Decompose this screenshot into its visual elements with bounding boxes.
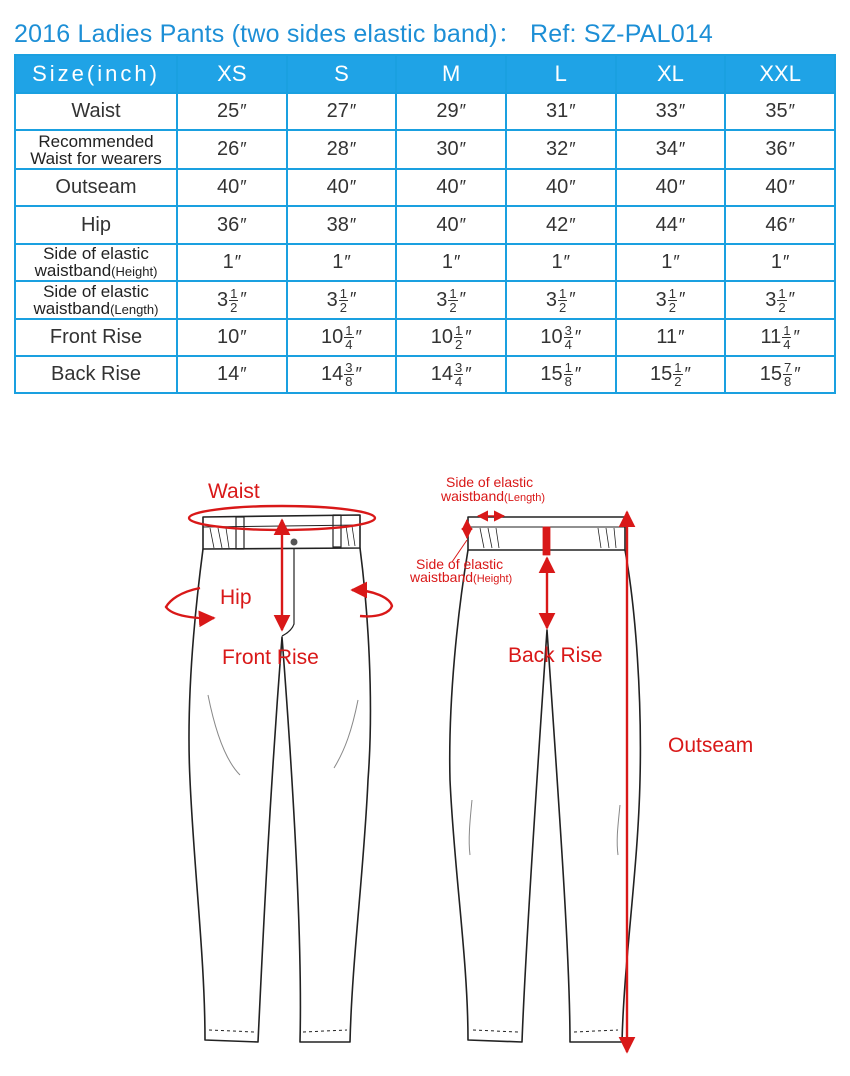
table-cell	[506, 93, 616, 130]
cell-value: 40″	[326, 176, 357, 198]
fraction: $\frac{1}{2}$	[559, 285, 567, 315]
table-row	[15, 93, 835, 130]
table-cell	[616, 93, 726, 130]
cell-value: 27″	[326, 100, 357, 122]
table-cell	[177, 93, 287, 130]
table-row	[15, 281, 835, 319]
fraction: $\frac{1}{4}$	[783, 323, 791, 352]
table-cell	[506, 206, 616, 244]
row-label-recommended-waist	[15, 130, 177, 169]
table-cell	[616, 130, 726, 169]
cell-value: 38″	[326, 213, 357, 236]
table-row	[15, 169, 835, 206]
fraction: $\frac{1}{2}$	[674, 360, 682, 389]
row-label-line2: waistband	[33, 298, 111, 318]
cell-value: 3 $\frac{1}{2}$ ″	[765, 285, 795, 315]
cell-value: 10 $\frac{1}{4}$ ″	[321, 323, 362, 352]
table-cell	[396, 130, 506, 169]
table-cell	[506, 130, 616, 169]
row-label-line	[16, 300, 176, 318]
table-cell	[616, 206, 726, 244]
table-cell	[396, 281, 506, 319]
hip-label: Hip	[220, 586, 252, 609]
table-cell	[616, 281, 726, 319]
size-xl-header: XL	[616, 55, 726, 93]
table-cell	[725, 319, 835, 356]
fraction: $\frac{7}{8}$	[783, 360, 792, 389]
table-cell	[287, 319, 397, 356]
cell-value: 11 $\frac{1}{4}$ ″	[760, 323, 800, 352]
elastic-height-label-sub: (Height)	[473, 573, 513, 585]
table-cell	[725, 281, 835, 319]
table-cell	[616, 356, 726, 393]
cell-value: 1″	[332, 251, 351, 273]
row-label-line	[16, 262, 176, 280]
fraction: $\frac{1}{2}$	[339, 285, 347, 315]
size-s-header: S	[287, 55, 397, 93]
back-rise-label: Back Rise	[508, 644, 603, 667]
cell-value: 26″	[217, 138, 247, 160]
table-cell	[506, 169, 616, 206]
fraction: $\frac{1}{8}$	[564, 360, 572, 389]
cell-value: 10 $\frac{1}{2}$ ″	[430, 323, 472, 352]
header-row	[15, 55, 835, 93]
cell-value: 3 $\frac{1}{2}$ ″	[545, 285, 576, 315]
cell-value: 11″	[656, 326, 685, 348]
cell-value: 14 $\frac{3}{8}$ ″	[321, 360, 362, 389]
cell-value: 35″	[765, 100, 795, 122]
table-cell	[396, 206, 506, 244]
hip-arrow-left	[166, 588, 214, 618]
row-label-waist: Waist	[15, 93, 177, 130]
front-pants-drawing	[189, 515, 370, 1042]
row-label-sub: (Length)	[110, 301, 159, 317]
table-cell	[506, 356, 616, 393]
cell-value: 1″	[770, 251, 790, 273]
table-cell	[287, 281, 397, 319]
size-xxl-header: XXL	[725, 55, 835, 93]
row-label-elastic-length	[15, 281, 177, 319]
table-cell	[177, 356, 287, 393]
cell-value: 15 $\frac{7}{8}$ ″	[759, 360, 801, 389]
table-cell	[287, 244, 397, 281]
table-cell	[616, 319, 726, 356]
table-cell	[396, 356, 506, 393]
row-label-sub: (Height)	[111, 264, 158, 279]
row-label-front-rise: Front Rise	[15, 319, 177, 356]
table-cell	[177, 281, 287, 319]
table-cell	[287, 169, 397, 206]
cell-value: 1″	[551, 251, 571, 273]
table-cell	[725, 169, 835, 206]
cell-value: 30″	[436, 138, 466, 160]
cell-value: 40″	[545, 176, 576, 198]
row-label-line: Waist for wearers	[30, 148, 162, 168]
cell-value: 1″	[441, 251, 461, 273]
cell-value: 36″	[217, 213, 247, 236]
table-cell	[396, 319, 506, 356]
cell-value: 40″	[217, 176, 247, 198]
fraction: $\frac{1}{2}$	[230, 285, 238, 315]
cell-value: 40″	[655, 176, 686, 198]
table-cell	[287, 356, 397, 393]
cell-value: 36″	[765, 138, 795, 160]
fraction: $\frac{1}{2}$	[454, 323, 463, 352]
fraction: $\frac{1}{2}$	[778, 285, 786, 315]
table-cell	[506, 244, 616, 281]
cell-value: 33″	[655, 100, 686, 122]
elastic-length-label-line1: Side of elastic	[446, 474, 534, 490]
table-cell	[287, 93, 397, 130]
cell-value: 44″	[655, 213, 686, 236]
table-cell	[177, 319, 287, 356]
elastic-height-label-word: waistband	[410, 569, 474, 585]
cell-value: 15 $\frac{1}{8}$ ″	[540, 360, 582, 389]
page-title: 2016 Ladies Pants (two sides elastic band)： Ref: SZ-PAL014	[14, 20, 714, 48]
cell-value: 25″	[217, 100, 247, 122]
row-label-line: Recommended	[38, 131, 154, 151]
size-xs-header: XS	[177, 55, 287, 93]
size-l-header: L	[506, 55, 616, 93]
table-cell	[725, 244, 835, 281]
waist-label: Waist	[208, 480, 260, 503]
row-label-back-rise: Back Rise	[15, 356, 177, 393]
table-cell	[177, 206, 287, 244]
cell-value: 15 $\frac{1}{2}$ ″	[650, 360, 691, 389]
cell-value: 31″	[545, 100, 576, 122]
table-cell	[506, 319, 616, 356]
cell-value: 1″	[661, 251, 680, 273]
table-cell	[396, 93, 506, 130]
cell-value: 40″	[436, 213, 466, 236]
elastic-length-label-line2	[440, 488, 545, 504]
back-pants-drawing	[450, 517, 641, 1042]
cell-value: 29″	[436, 100, 466, 122]
table-cell	[616, 244, 726, 281]
fraction: $\frac{1}{2}$	[668, 285, 676, 315]
table-cell	[725, 206, 835, 244]
size-header: Size(inch)	[15, 55, 177, 93]
table-cell	[287, 130, 397, 169]
row-label-hip: Hip	[15, 206, 177, 244]
cell-value: 28″	[326, 138, 357, 160]
cell-value: 10 $\frac{3}{4}$ ″	[540, 323, 582, 352]
fraction: $\frac{3}{4}$	[454, 360, 463, 389]
cell-value: 14 $\frac{3}{4}$ ″	[430, 360, 472, 389]
elastic-length-label-word: waistband	[441, 488, 505, 504]
size-m-header: M	[396, 55, 506, 93]
cell-value: 3 $\frac{1}{2}$ ″	[326, 285, 357, 315]
row-label-line2: waistband	[34, 261, 112, 280]
row-label-line: Side of elastic	[43, 244, 149, 263]
table-cell	[725, 356, 835, 393]
table-row	[15, 356, 835, 393]
table-cell	[396, 169, 506, 206]
cell-value: 40″	[765, 176, 795, 198]
front-rise-label: Front Rise	[222, 646, 319, 669]
cell-value: 46″	[765, 213, 795, 236]
table-row	[15, 206, 835, 244]
cell-value: 32″	[545, 138, 576, 160]
table-cell	[396, 244, 506, 281]
table-cell	[725, 130, 835, 169]
table-cell	[725, 93, 835, 130]
fraction: $\frac{3}{4}$	[564, 323, 572, 352]
cell-value: 3 $\frac{1}{2}$ ″	[436, 285, 466, 315]
cell-value: 40″	[436, 176, 466, 198]
table-cell	[177, 130, 287, 169]
cell-value: 42″	[545, 213, 576, 236]
hip-arrow-right	[352, 590, 392, 616]
size-chart-table	[14, 54, 836, 394]
fraction: $\frac{1}{4}$	[345, 323, 353, 352]
elastic-height-label-line1: Side of elastic	[416, 556, 504, 572]
outseam-label: Outseam	[668, 734, 754, 757]
cell-value: 34″	[655, 138, 686, 160]
cell-value: 14″	[217, 363, 247, 385]
cell-value: 1″	[222, 251, 242, 273]
cell-value: 3 $\frac{1}{2}$ ″	[216, 285, 247, 315]
cell-value: 3 $\frac{1}{2}$ ″	[655, 285, 686, 315]
row-label-elastic-height	[15, 244, 177, 281]
row-label-outseam: Outseam	[15, 169, 177, 206]
row-label-line: Side of elastic	[43, 281, 149, 301]
table-row	[15, 244, 835, 281]
table-row	[15, 319, 835, 356]
table-cell	[287, 206, 397, 244]
pants-diagram	[0, 400, 850, 1076]
elastic-length-label-sub: (Length)	[504, 492, 546, 504]
table-cell	[177, 169, 287, 206]
table-cell	[177, 244, 287, 281]
fraction: $\frac{1}{2}$	[449, 285, 457, 315]
table-cell	[616, 169, 726, 206]
cell-value: 10″	[217, 326, 247, 348]
table-cell	[506, 281, 616, 319]
fraction: $\frac{3}{8}$	[345, 360, 353, 389]
table-row	[15, 130, 835, 169]
